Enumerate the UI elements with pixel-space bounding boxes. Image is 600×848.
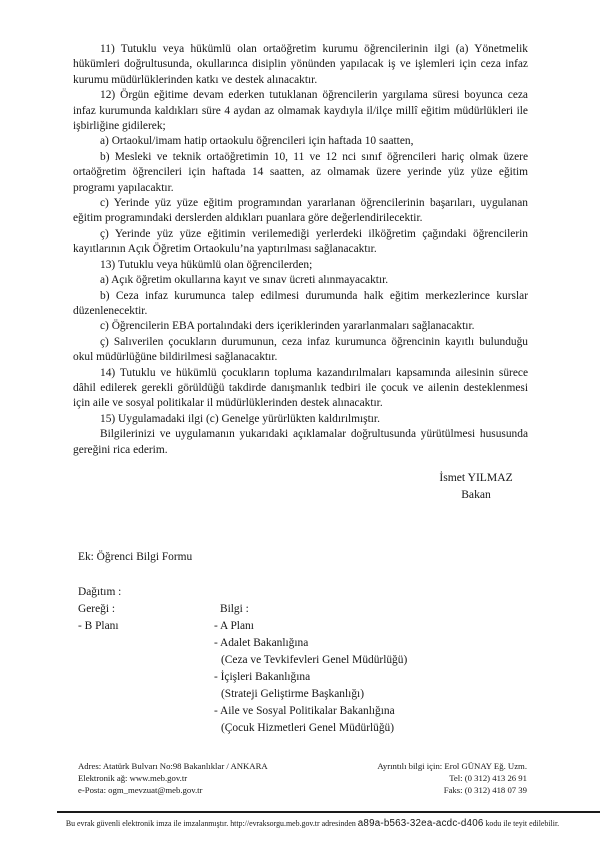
verification-suffix: kodu ile teyit edilebilir. [483, 819, 560, 828]
body-paragraph: 12) Örgün eğitime devam ederken tutuklanan öğrencilerin yargılama süresi boyunca ceza infaz kurumunda kaldıkları süre 4 aydan az olmamak kaydıyla il/ilçe millî eğitim müdürlükleri ile işbirliğine gidilerek; [73, 89, 528, 133]
bilgi-item: - İçişleri Bakanlığına [214, 671, 311, 683]
footer-contact-line: Faks: (0 312) 418 07 39 [443, 785, 527, 796]
footer-contact-line: Tel: (0 312) 413 26 91 [449, 773, 527, 784]
bilgi-item: - Aile ve Sosyal Politikalar Bakanlığına [214, 705, 395, 717]
verification-code: a89a-b563-32ea-acdc-d406 [357, 818, 484, 829]
bilgi-item: - Adalet Bakanlığına [214, 637, 309, 649]
body-paragraph: Bilgilerinizi ve uygulamanın yukarıdaki açıklamalar doğrultusunda yürütülmesi hususunda gereğini rica ederim. [73, 428, 528, 456]
body-paragraph: ç) Yerinde yüz yüze eğitimin verilemediği yerlerdeki ilköğretim çağındaki öğrencilerin kayıtlarının Açık Öğretim Ortaokulu’na yaptırılması sağlanacaktır. [73, 227, 528, 256]
bilgi-item: (Çocuk Hizmetleri Genel Müdürlüğü) [221, 722, 395, 734]
body-paragraph: b) Ceza infaz kurumunca talep edilmesi durumunda halk eğitim merkezlerince kurslar düzenlenecektir. [73, 289, 528, 317]
signature-block [396, 470, 556, 503]
distribution-heading: Dağıtım : [78, 586, 122, 598]
signature-title: Bakan [461, 487, 491, 501]
body-paragraph: ç) Salıverilen çocukların durumunun, ceza infaz kurumunca öğrencinin kayıtlı bulunduğu okul müdürlüğüne bildirilmesi sağlanacaktır. [73, 335, 528, 364]
bilgi-item: - A Planı [214, 620, 254, 632]
document-body [73, 42, 528, 458]
geregi-items [78, 618, 214, 635]
body-paragraph: c) Öğrencilerin EBA portalındaki ders içeriklerinden yararlanmaları sağlanacaktır. [100, 320, 475, 333]
footer-divider [57, 811, 600, 813]
distribution-geregi-column [78, 601, 214, 737]
footer-address-line: Elektronik ağ: www.meb.gov.tr [78, 773, 188, 784]
body-paragraph: a) Açık öğretim okullarına kayıt ve sınav ücreti alınmayacaktır. [100, 274, 389, 287]
footer-contact-block [377, 760, 527, 797]
body-paragraph: 15) Uygulamadaki ilgi (c) Genelge yürürlükten kaldırılmıştır. [100, 412, 380, 425]
footer-address-line: Adres: Atatürk Bulvarı No:98 Bakanlıklar / ANKARA [78, 761, 268, 771]
bilgi-item: (Strateji Geliştirme Başkanlığı) [221, 688, 364, 700]
body-paragraph: a) Ortaokul/imam hatip ortaokulu öğrencileri için haftada 10 saatten, [100, 135, 414, 148]
body-paragraph: 11) Tutuklu veya hükümlü olan ortaöğretim kurumu öğrencilerinin ilgi (a) Yönetmelik hükümleri doğrultusunda, okullarınca disiplin yönünden yapılacak iş ve işlemleri için ceza infaz kurumu müdürlüklerinden katkı ve destek alınacaktır. [73, 43, 528, 86]
verification-prefix: Bu evrak güvenli elektronik imza ile imzalanmıştır. http://evraksorgu.meb.gov.tr adresinden [65, 819, 358, 828]
body-paragraph: 13) Tutuklu veya hükümlü olan öğrencilerden; [100, 258, 313, 271]
geregi-heading: Gereği : [78, 603, 116, 615]
verification-line [40, 818, 585, 829]
attachment-note: Ek: Öğrenci Bilgi Formu [78, 551, 193, 563]
body-paragraph: 14) Tutuklu ve hükümlü çocukların topluma kazandırılmaları kapsamında ailesinin sürece dâhil edilerek gerekli görüldüğü takdirde danışmanlık tedbiri ile çocuk ve ailenin desteklenmesi için aile ve sosyal politikalar il müdürlüklerinden destek alınacaktır. [73, 366, 528, 410]
footer-address-line: e-Posta: ogm_mevzuat@meb.gov.tr [78, 785, 203, 796]
footer-contact-line: Ayrıntılı bilgi için: Erol GÜNAY Eğ. Uzm. [377, 761, 527, 771]
distribution-section [78, 584, 528, 737]
body-paragraph: b) Mesleki ve teknik ortaöğretimin 10, 11 ve 12 nci sınıf öğrencileri hariç olmak üzere ortaöğretim öğrencileri için haftada 14 saatten, az olmamak üzere yerinde yüz yüze eğitim programı yapılacaktır. [73, 150, 528, 194]
bilgi-heading: Bilgi : [220, 603, 249, 615]
bilgi-item: (Ceza ve Tevkifevleri Genel Müdürlüğü) [221, 654, 408, 666]
signature-name: İsmet YILMAZ [439, 471, 513, 484]
distribution-bilgi-column [214, 601, 528, 737]
body-paragraph: c) Yerinde yüz yüze eğitim programından yararlanan öğrencilerinin başarıları, uygulanan eğitim programındaki derslerden aldıkları puanlara göre değerlendirilecektir. [73, 197, 528, 225]
footer-address-block [78, 760, 268, 797]
bilgi-items [214, 618, 528, 737]
geregi-item: - B Planı [78, 620, 119, 632]
